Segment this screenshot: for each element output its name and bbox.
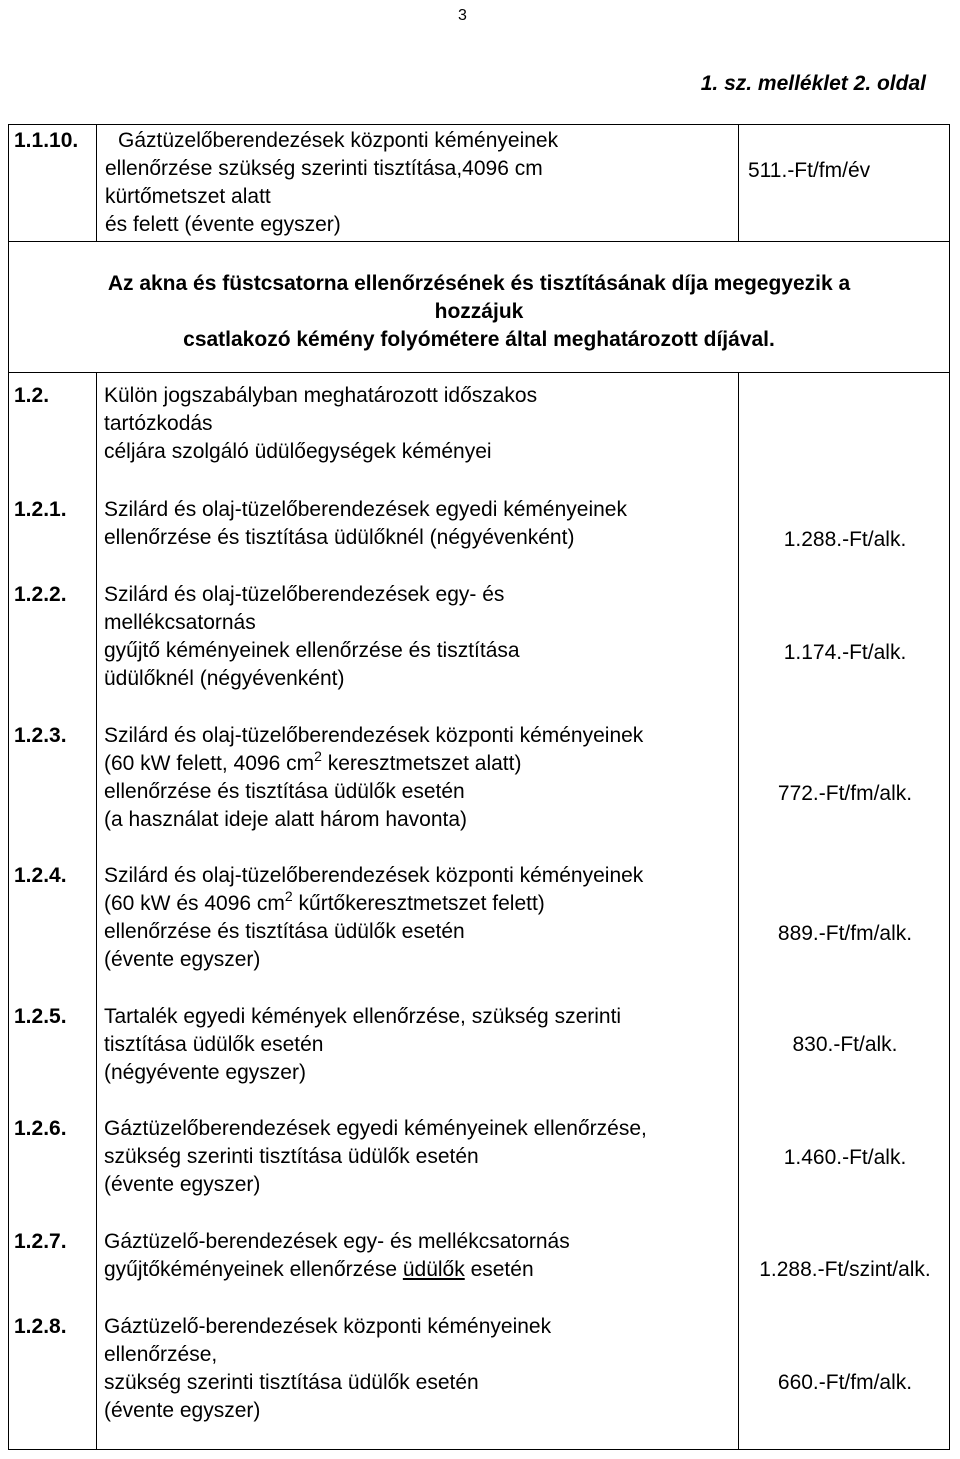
description-line: (évente egyszer) bbox=[104, 1173, 261, 1196]
note-line: Az akna és füstcsatorna ellenőrzésének és tisztításának díja megegyezik a bbox=[107, 272, 851, 295]
row-number: 1.2.7. bbox=[14, 1230, 67, 1253]
title-line: céljára szolgáló üdülőegységek kéményei bbox=[104, 440, 492, 463]
description-text: kűrtőkeresztmetszet felett) bbox=[292, 892, 545, 915]
note-text bbox=[9, 270, 949, 354]
description-line: Gáztüzelőberendezések egyedi kéményeinek ellenőrzése, bbox=[104, 1117, 647, 1140]
row-price: 830.-Ft/alk. bbox=[792, 1033, 898, 1056]
note-line: hozzájuk bbox=[434, 300, 524, 323]
description-text: (60 kW és 4096 cm bbox=[104, 892, 285, 915]
row-price: 1.288.-Ft/szint/alk. bbox=[759, 1258, 931, 1281]
description-line: (a használat ideje alatt három havonta) bbox=[104, 808, 468, 831]
description-line: ellenőrzése szükség szerinti tisztítása,4096 cm bbox=[105, 157, 543, 180]
row-number: 1.2.4. bbox=[14, 864, 67, 887]
row-price: 1.460.-Ft/alk. bbox=[783, 1146, 907, 1169]
description-line: Tartalék egyedi kémények ellenőrzése, szükség szerinti bbox=[104, 1005, 622, 1028]
row-description bbox=[104, 1115, 734, 1199]
page-number: 3 bbox=[458, 7, 467, 24]
row-description bbox=[104, 496, 734, 552]
row-divider bbox=[8, 372, 950, 373]
description-line: tisztítása üdülők esetén bbox=[104, 1033, 324, 1056]
column-divider bbox=[96, 372, 97, 1450]
description-line bbox=[104, 890, 734, 918]
description-line: Szilárd és olaj-tüzelőberendezések központi kéményeinek bbox=[104, 864, 644, 887]
row-price: 772.-Ft/fm/alk. bbox=[777, 782, 913, 805]
description-line: szükség szerinti tisztítása üdülők esetén bbox=[104, 1371, 479, 1394]
row-description bbox=[104, 581, 734, 693]
description-text: gyűjtőkéményeinek ellenőrzése bbox=[104, 1258, 403, 1281]
row-number: 1.2.6. bbox=[14, 1117, 67, 1140]
description-line: (évente egyszer) bbox=[104, 1399, 261, 1422]
description-line: Szilárd és olaj-tüzelőberendezések egy- és bbox=[104, 583, 505, 606]
description-line: és felett (évente egyszer) bbox=[105, 213, 341, 236]
description-line: szükség szerinti tisztítása üdülők esetén bbox=[104, 1145, 479, 1168]
description-line: üdülőknél (négyévenként) bbox=[104, 667, 345, 690]
description-line: (évente egyszer) bbox=[104, 948, 261, 971]
description-line: gyűjtő kéményeinek ellenőrzése és tisztítása bbox=[104, 639, 520, 662]
description-line: Gáztüzelőberendezések központi kéményeinek bbox=[118, 129, 559, 152]
description-line: kürtőmetszet alatt bbox=[105, 185, 271, 208]
description-text: keresztmetszet alatt) bbox=[321, 752, 522, 775]
row-number: 1.1.10. bbox=[14, 129, 79, 152]
row-number: 1.2.1. bbox=[14, 498, 67, 521]
row-price: 1.174.-Ft/alk. bbox=[783, 641, 907, 664]
column-divider bbox=[96, 124, 97, 241]
row-number: 1.2.5. bbox=[14, 1005, 67, 1028]
row-description bbox=[105, 127, 748, 239]
row-price: 660.-Ft/fm/alk. bbox=[777, 1371, 913, 1394]
row-price: 1.288.-Ft/alk. bbox=[783, 528, 907, 551]
title-line: tartózkodás bbox=[104, 412, 213, 435]
description-line: ellenőrzése és tisztítása üdülőknél (négyévenként) bbox=[104, 526, 575, 549]
row-number: 1.2.8. bbox=[14, 1315, 67, 1338]
description-text: (60 kW felett, 4096 cm bbox=[104, 752, 315, 775]
row-description bbox=[104, 1313, 734, 1425]
description-line: ellenőrzése és tisztítása üdülők esetén bbox=[104, 920, 465, 943]
description-line bbox=[104, 1256, 734, 1284]
row-description bbox=[104, 862, 734, 974]
description-line: (négyévente egyszer) bbox=[104, 1061, 306, 1084]
annex-label: 1. sz. melléklet 2. oldal bbox=[700, 72, 926, 95]
description-line: ellenőrzése, bbox=[104, 1343, 218, 1366]
row-price: 889.-Ft/fm/alk. bbox=[777, 922, 913, 945]
note-line: csatlakozó kémény folyómétere által meghatározott díjával. bbox=[183, 328, 775, 351]
row-number: 1.2.3. bbox=[14, 724, 67, 747]
superscript: 2 bbox=[314, 748, 322, 764]
row-divider bbox=[8, 241, 950, 242]
description-line: Szilárd és olaj-tüzelőberendezések központi kéményeinek bbox=[104, 724, 644, 747]
row-description bbox=[104, 1003, 734, 1087]
table-top-border bbox=[8, 124, 950, 125]
row-description bbox=[104, 1228, 734, 1284]
underlined-text: üdülők bbox=[402, 1258, 465, 1281]
description-line: ellenőrzése és tisztítása üdülők esetén bbox=[104, 780, 465, 803]
description-line bbox=[104, 750, 734, 778]
section-title bbox=[104, 382, 734, 466]
superscript: 2 bbox=[284, 888, 293, 904]
row-price: 511.-Ft/fm/év bbox=[748, 159, 871, 182]
column-divider bbox=[738, 372, 739, 1450]
row-description bbox=[104, 722, 734, 834]
description-line: Szilárd és olaj-tüzelőberendezések egyedi kéményeinek bbox=[104, 498, 627, 521]
title-line: Külön jogszabályban meghatározott időszakos bbox=[104, 384, 538, 407]
description-text: esetén bbox=[464, 1258, 534, 1281]
description-line: Gáztüzelő-berendezések központi kéményeinek bbox=[104, 1315, 552, 1338]
section-number: 1.2. bbox=[14, 384, 50, 407]
row-number: 1.2.2. bbox=[14, 583, 67, 606]
description-line: mellékcsatornás bbox=[104, 611, 256, 634]
description-line: Gáztüzelő-berendezések egy- és mellékcsatornás bbox=[104, 1230, 570, 1253]
